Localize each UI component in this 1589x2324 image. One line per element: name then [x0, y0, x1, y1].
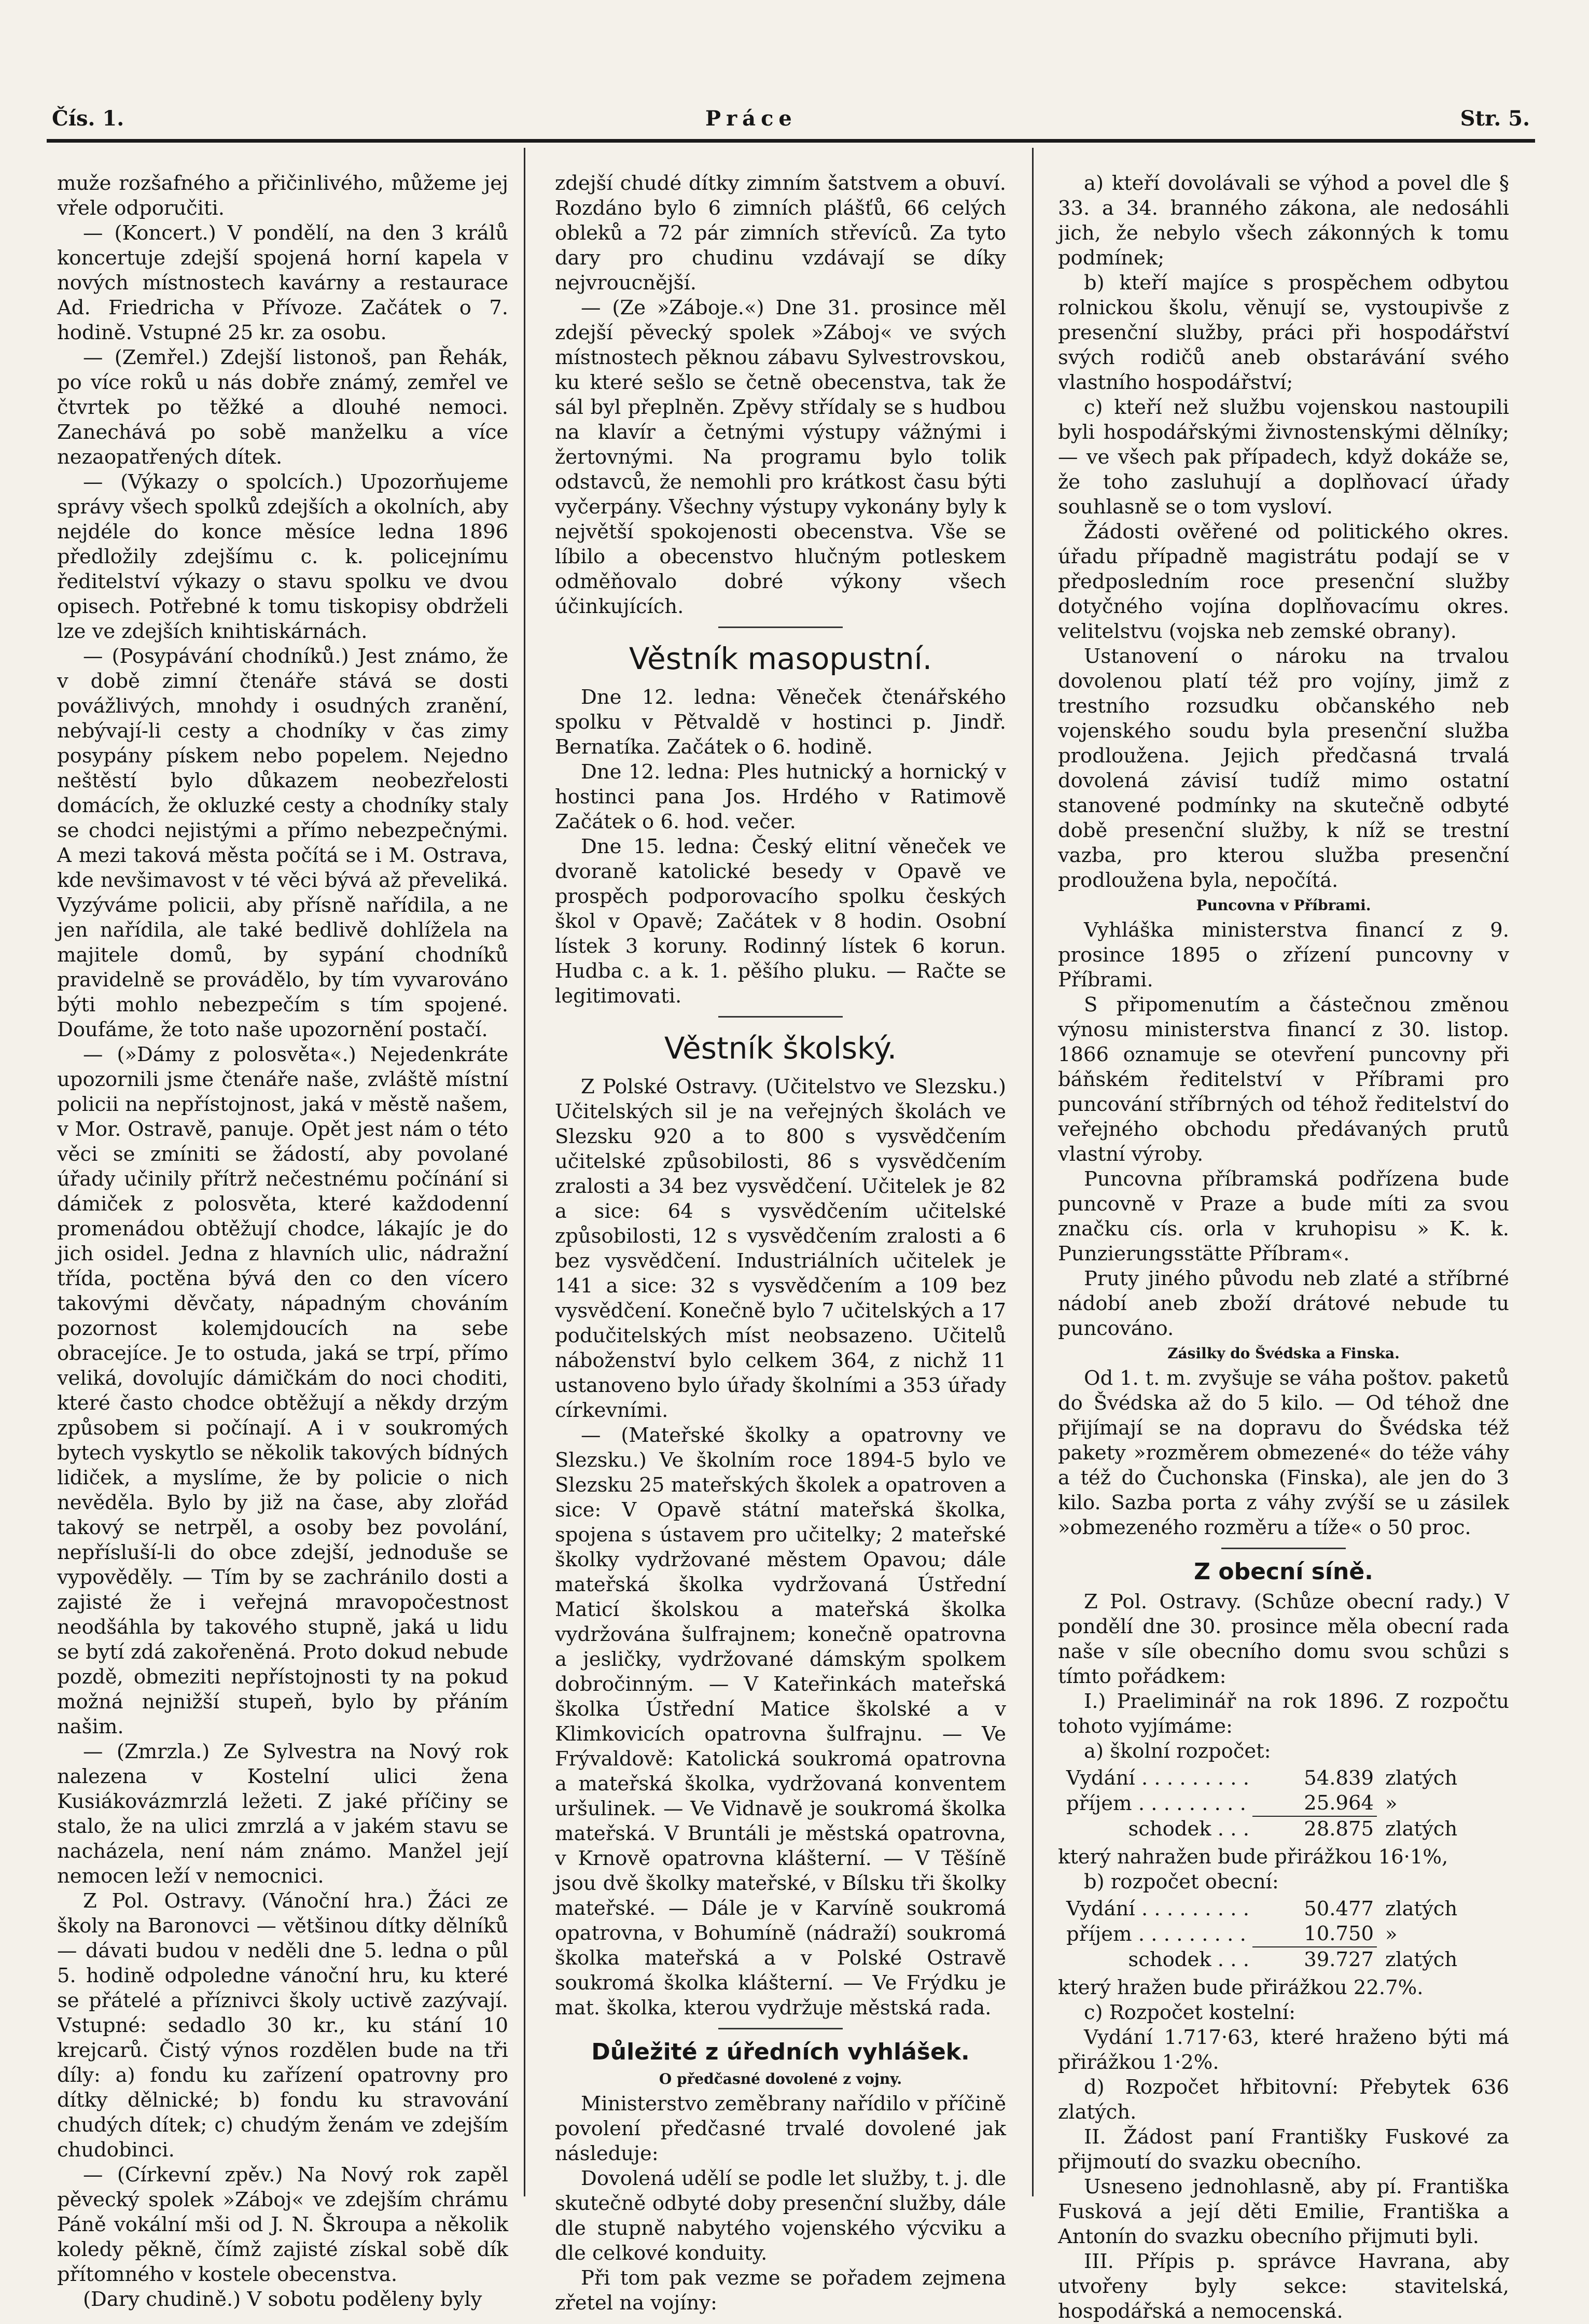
budget-line: d) Rozpočet hřbitovní: Přebytek 636 zlatých. [1058, 2076, 1509, 2124]
article-paragraph: — (Zemřel.) Zdejší listonoš, pan Řehák, po více roků u nás dobře známý, zemřel ve čtvrtek po těžké a dlouhé nemoci. Zanechává po sobě manželku a více nezaopatřených dítek. [57, 346, 508, 469]
subsection-title-zasilky: Zásilky do Švédska a Finska. [1167, 1345, 1400, 1362]
article-paragraph: zdejší chudé dítky zimním šatstvem a obuví. Rozdáno bylo 6 zimních plášťů, 66 celých obleků a 72 pár zimních střevíců. Za tyto dary pro chudinu vzdávají se díky nejvroucnější. [555, 172, 1006, 295]
article-paragraph: c) kteří než službu vojenskou nastoupili byli hospodářskými živnostenskými dělníky; — ve všech pak případech, když dokáže se, že toho zasluhují a doplňovací úřady souhlasně se o tom vysloví. [1058, 396, 1509, 519]
budget-table-school [1058, 1766, 1509, 1842]
article-paragraph: Dovolená udělí se podle let služby, t. j. dle skutečně odbyté doby presenční služby, dále dle stupně nabytého vojenského výcviku a dle celkové konduity. [555, 2167, 1006, 2265]
article-paragraph: muže rozšafného a přičinlivého, můžeme jej vřele odporučiti. [57, 172, 508, 220]
budget-row [1063, 1791, 1460, 1816]
budget-line: Vydání 1.717·63, které hraženo býti má přirážkou 1·2%. [1058, 2026, 1509, 2074]
budget-row [1063, 1922, 1460, 1947]
article-paragraph: Při tom pak vezme se pořadem zejmena zřetel na vojíny: [555, 2266, 1006, 2315]
page-number: Str. 5. [1460, 106, 1530, 131]
subsection-title-puncovna: Puncovna v Příbrami. [1196, 897, 1371, 914]
page-header [52, 106, 1530, 137]
article-paragraph: Pruty jiného původu neb zlaté a stříbrné nádobí aneb zboží drátové nebude tu puncováno. [1058, 1267, 1509, 1340]
masthead-title: Práce [705, 106, 797, 131]
budget-row [1063, 1816, 1460, 1842]
event-listing: Dne 12. ledna: Ples hutnický a hornický v hostinci pana Jos. Hrdého v Ratimově Začátek o 6. hod. večer. [555, 760, 1006, 833]
budget-label: příjem . . . . . . . . . [1066, 1791, 1246, 1815]
budget-unit: » [1385, 1922, 1398, 1946]
budget-amount: 25.964 [1304, 1791, 1374, 1815]
budget-row [1063, 1897, 1460, 1922]
article-paragraph: Vyhláška ministerstva financí z 9. prosince 1895 o zřízení puncovny v Příbrami. [1058, 919, 1509, 992]
article-paragraph: b) kteří majíce s prospěchem odbytou rolnickou školu, věnují se, vystoupivše z presenční služby, práci při hospodářství svých rodičů aneb obstarávání svého vlastního hospodářství; [1058, 271, 1509, 394]
article-paragraph: (Dary chudině.) V sobotu poděleny byly [83, 2288, 482, 2311]
event-listing: Dne 15. ledna: Český elitní věneček ve dvoraně katolické besedy v Opavě ve prospěch podporovacího spolku českých škol v Opavě; Začátek v 8 hodin. Osobní lístek 3 koruny. Rodinný lístek 6 korun. Hudba c. a k. 1. pěšího pluku. — Račte se legitimovati. [555, 835, 1006, 1008]
agenda-item: II. Žádost paní Františky Fuskové za přijmoutí do svazku obecního. [1058, 2125, 1509, 2174]
section-title-masopust: Věstník masopustní. [629, 641, 932, 676]
article-paragraph: — (Ze »Záboje.«) Dne 31. prosince měl zdejší pěvecký spolek »Záboj« ve svých místnostech pěknou zábavu Sylvestrovskou, ku které sešlo se četně obecenstva, tak že sál byl přeplněn. Zpěvy střídaly se s hudbou na klavír a četnými výstupy vážnými i žertovnými. Na programu bylo tolik odstavců, že nemohli pro krátkost času býti vyčerpány. Všechny výstupy vykonány byly k největší spokojenosti obecenstva. Vše se líbilo a obecenstvo hlučným potleskem odměňovalo dobré výkony všech účinkujících. [555, 296, 1006, 618]
budget-unit: zlatých [1385, 1766, 1458, 1790]
budget-unit: » [1385, 1791, 1398, 1815]
budget-row [1063, 1947, 1460, 1972]
budget-amount: 10.750 [1304, 1922, 1374, 1945]
budget-note: který hražen bude přirážkou 22.7%. [1058, 1976, 1424, 1999]
budget-label: schodek . . . [1128, 1817, 1249, 1841]
column-3 [1058, 171, 1509, 2324]
agenda-item: I.) Praeliminář na rok 1896. Z rozpočtu tohoto vyjímáme: [1058, 1690, 1509, 1738]
section-divider [718, 627, 843, 628]
budget-amount: 54.839 [1304, 1766, 1374, 1790]
section-divider [718, 1016, 843, 1018]
section-divider [718, 2028, 843, 2029]
budget-label: Vydání . . . . . . . . . [1066, 1766, 1249, 1790]
article-paragraph: — (Výkazy o spolcích.) Upozorňujeme správy všech spolků zdejších a okolních, aby nejdéle do konce měsíce ledna 1896 předložily zdejšímu c. k. policejnímu ředitelství výkazy o stavu spolku ve dvou opisech. Potřebné k tomu tiskopisy obdrželi lze ve zdejších knihtiskárnách. [57, 470, 508, 643]
column-divider-1 [524, 148, 525, 2196]
section-divider [1221, 1548, 1346, 1549]
article-paragraph: Od 1. t. m. zvyšuje se váha poštov. paketů do Švédska až do 5 kilo. — Od téhož dne přijímají se na dopravu do Švédska též pakety »rozměrem obmezené« do téže váhy a též do Čuchonska (Finska), ale jen do 3 kilo. Sazba porta z váhy zvýší se u zásilek »obmezeného rozměru a tíže« o 50 proc. [1058, 1367, 1509, 1539]
article-paragraph: S připomenutím a částečnou změnou výnosu ministerstva financí z 30. listop. 1866 oznamuje se otevření puncovny při báňském ředitelství v Příbrami pro puncování stříbrných od téhož ředitelství do veřejného obchodu předávaných prutů vlastní výroby. [1058, 993, 1509, 1166]
budget-section-label: b) rozpočet obecní: [1084, 1870, 1279, 1894]
article-paragraph: Žádosti ověřené od politického okres. úřadu případně magistrátu podají se v předposledním roce presenční služby dotyčného vojína doplňovacímu okres. velitelstvu (vojska neb zemské obrany). [1058, 520, 1509, 643]
budget-unit: zlatých [1385, 1817, 1458, 1841]
budget-section-label: a) školní rozpočet: [1084, 1739, 1271, 1763]
issue-number: Čís. 1. [52, 106, 124, 131]
budget-label: schodek . . . [1128, 1947, 1249, 1971]
article-paragraph: — (Zmrzla.) Ze Sylvestra na Nový rok nalezena v Kostelní ulici žena Kusiákovázmrzlá ležeti. Z jaké příčiny se stalo, že na ulici zmrzlá a v jakém stavu se nacházela, není nám známo. Manžel její nemocen leží v nemocnici. [57, 1740, 508, 1888]
agenda-item: III. Přípis p. správce Havrana, aby utvořeny byly sekce: stavitelská, hospodářská a nemocenská. [1058, 2250, 1509, 2323]
budget-amount: 39.727 [1252, 1947, 1377, 1972]
section-title-skolsky: Věstník školský. [664, 1031, 897, 1066]
article-paragraph: — (Mateřské školky a opatrovny ve Slezsku.) Ve školním roce 1894-5 bylo ve Slezsku 25 mateřských školek a opatroven a sice: V Opavě státní mateřská školka, spojena s ústavem pro učitelky; 2 mateřské školky vydržované městem Opavou; dále mateřská školka vydržovaná Ústřední Maticí školskou a mateřská školka vydržována šulfrajnem; konečně opatrovna a jesličky, vydržované dámským spolkem dobročinným. — V Kateřinkách mateřská školka Ústřední Matice školské a v Klimkovicích opatrovna šulfrajnu. — Ve Frývaldově: Katolická soukromá opatrovna a mateřská školka, vydržovaná konventem uršulinek. — Ve Vidnavě je soukromá školka mateřská. V Bruntáli je městská opatrovna, v Krnově opatrovna klášterní. — V Těšíně jsou dvě školky mateřské, v Bílsku tři školky mateřské. — Dále je v Karvíně soukromá opatrovna, v Bohumíně (nádraží) soukromá školka mateřská a v Polské Ostravě soukromá školka klášterní. — Ve Frýdku je mat. školka, kterou vydržuje městská rada. [555, 1424, 1006, 2020]
article-paragraph: — (»Dámy z polosvěta«.) Nejedenkráte upozornili jsme čtenáře naše, zvláště místní policii na nepřístojnost, jaká v městě našem, v Mor. Ostravě, panuje. Opět jest nám o této věci se zmíniti se žádostí, aby povolané úřady učinily přítrž nečestnému počínání si dámiček z polosvěta, které každodenní promenádou obtěžují chodce, lákajíc je do jich osidel. Jedna z hlavních ulic, nádražní třída, poctěna bývá den co den vícero takovými děvčaty, nápadným chováním pozornost kolemjdoucích na sebe obracejíce. Je to ostuda, jaká se trpí, přímo veliká, dovolujíc dámičkám do noci choditi, které často chodce obtěžují a někdy drzým způsobem si počínají. A i v soukromých bytech vyskytlo se několik takových bídných lidiček, a myslíme, že by policie o nich nevěděla. Bylo by již na čase, aby zlořád takový se netrpěl, a osoby bez povolání, nepřísluší-li do obce zdejší, jednoduše se vypověděly. — Tím by se zachránilo dosti a zajisté že i veřejná mravopočestnost neodšáhla by takového stupně, jaká u lidu se bytí zdá zakořeněná. Proto dokud nebude pozdě, obmeziti nepřístojnosti ty na pokud možná nejnižší stupeň, bylo by přáním našim. [57, 1043, 508, 1738]
budget-unit: zlatých [1385, 1947, 1458, 1971]
article-paragraph: Ministerstvo zeměbrany nařídilo v příčině povolení předčasné trvalé dovolené jak následuje: [555, 2092, 1006, 2165]
article-paragraph: Z Pol. Ostravy. (Schůze obecní rady.) V pondělí dne 30. prosince měla obecní rada naše v síle obecního domu svou schůzi s tímto pořádkem: [1058, 1590, 1509, 1688]
budget-unit: zlatých [1385, 1897, 1458, 1921]
header-rule [47, 139, 1535, 143]
article-paragraph: a) kteří dovolávali se výhod a povel dle § 33. a 34. branného zákona, ale nedosáhli jich, že nebylo všech zákonných k tomu podmínek; [1058, 172, 1509, 270]
section-title-obecni: Z obecní síně. [1194, 1558, 1373, 1585]
column-1 [57, 171, 508, 2312]
article-paragraph: Z Pol. Ostravy. (Vánoční hra.) Žáci ze školy na Baronovci — většinou dítky dělníků — dávati budou v neděli dne 5. ledna o půl 5. hodině odpoledne vánoční hru, ku které se přátelé a příznivci školy uctivě zazývají. Vstupné: sedadlo 30 kr., ku stání 10 krejcarů. Čistý výnos rozdělen bude na tři díly: a) fondu ku zařízení opatrovny pro dítky dělnické; b) fondu ku stravování chudých dítek; c) chudým ženám ve zdejším chudobinci. [57, 1889, 508, 2162]
column-divider-2 [1032, 148, 1034, 2196]
article-paragraph: Z Polské Ostravy. (Učitelstvo ve Slezsku.) Učitelských sil je na veřejných školách ve Slezsku 920 a to 800 s vysvědčením učitelské způsobilosti, 86 s vysvědčením zralosti a 34 bez vysvědčení. Učitelek je 82 a sice: 64 s vysvědčením učitelské způsobilosti, 12 s vysvědčením zralosti a 6 bez vysvědčení. Industriálních učitelek je 141 a sice: 32 s vysvědčením a 109 bez vysvědčení. Konečně bylo 7 učitelských a 17 podučitelských míst neobsazeno. Učitelů náboženství bylo celkem 364, z nichž 11 ustanoveno bylo úřady školními a 353 úřady církevními. [555, 1075, 1006, 1422]
budget-table-municipal [1058, 1897, 1509, 1972]
article-paragraph: — (Koncert.) V pondělí, na den 3 králů koncertuje zdejší spojená horní kapela v nových místnostech kavárny a restaurace Ad. Friedricha v Přívoze. Začátek o 7. hodině. Vstupné 25 kr. za osobu. [57, 221, 508, 344]
article-paragraph: Puncovna příbramská podřízena bude puncovně v Praze a bude míti za svou značku cís. orla v kruhopisu » K. k. Punzierungsstätte Příbram«. [1058, 1167, 1509, 1265]
event-listing: Dne 12. ledna: Věneček čtenářského spolku v Pětvaldě v hostinci p. Jindř. Bernatíka. Začátek o 6. hodině. [555, 686, 1006, 759]
budget-label: příjem . . . . . . . . . [1066, 1922, 1246, 1946]
column-2 [555, 171, 1006, 2316]
article-paragraph: Ustanovení o nároku na trvalou dovolenou platí též pro vojíny, jimž z trestního rozsudku občanského neb vojenského soudu byla presenční služba prodloužena. Jejich předčasná trvalá dovolená závisí tudíž mimo ostatní stanovené podmínky na skutečně odbyté době presenční služby, k níž se trestní vazba, pro kterou služba presenční prodloužena byla, nepočítá. [1058, 645, 1509, 892]
budget-row [1063, 1766, 1460, 1791]
budget-note: který nahražen bude přirážkou 16·1%, [1058, 1845, 1448, 1869]
article-paragraph: — (Církevní zpěv.) Na Nový rok zapěl pěvecký spolek »Záboj« ve zdejším chrámu Páně vokální mši od J. N. Škroupa a několik koledy pěkně, čímž zajisté získal sobě dík přítomného v kostele obecenstva. [57, 2163, 508, 2286]
budget-label: Vydání . . . . . . . . . [1066, 1897, 1249, 1921]
budget-amount: 50.477 [1304, 1897, 1374, 1921]
budget-line: c) Rozpočet kostelní: [1084, 2001, 1296, 2024]
article-paragraph: — (Posypávání chodníků.) Jest známo, že v době zimní čtenáře stává se dosti povážlivých, mnohdy i osudných zranění, nebývají-li cesty a chodníky v čas zimy posypány pískem nebo popelem. Nejedno neštěstí bylo důkazem neobezřelosti domácích, že okluzké cesty a chodníky staly se chodci nejistými a přímo nebezpečnými. A mezi taková města počítá se i M. Ostrava, kde nevšimavost v té věci bývá až převeliká. Vyzýváme policii, aby přísně nařídila, a ne jen nařídila, ale také bedlivě dohlížela na majitele domů, by sypání chodníků pravidelně se provádělo, by tím vyvarováno býti mohlo nebezpečím s tím spojené. Doufáme, že toto naše upozornění postačí. [57, 645, 508, 1041]
subsection-title: O předčasné dovolené z vojny. [659, 2070, 902, 2088]
article-paragraph: Usneseno jednohlasně, aby pí. Františka Fusková a její děti Emilie, Františka a Antonín do svazku obecního přijmuti byli. [1058, 2175, 1509, 2248]
budget-amount: 28.875 [1252, 1816, 1377, 1842]
section-title-vyhlasky: Důležité z úředních vyhlášek. [591, 2039, 970, 2065]
